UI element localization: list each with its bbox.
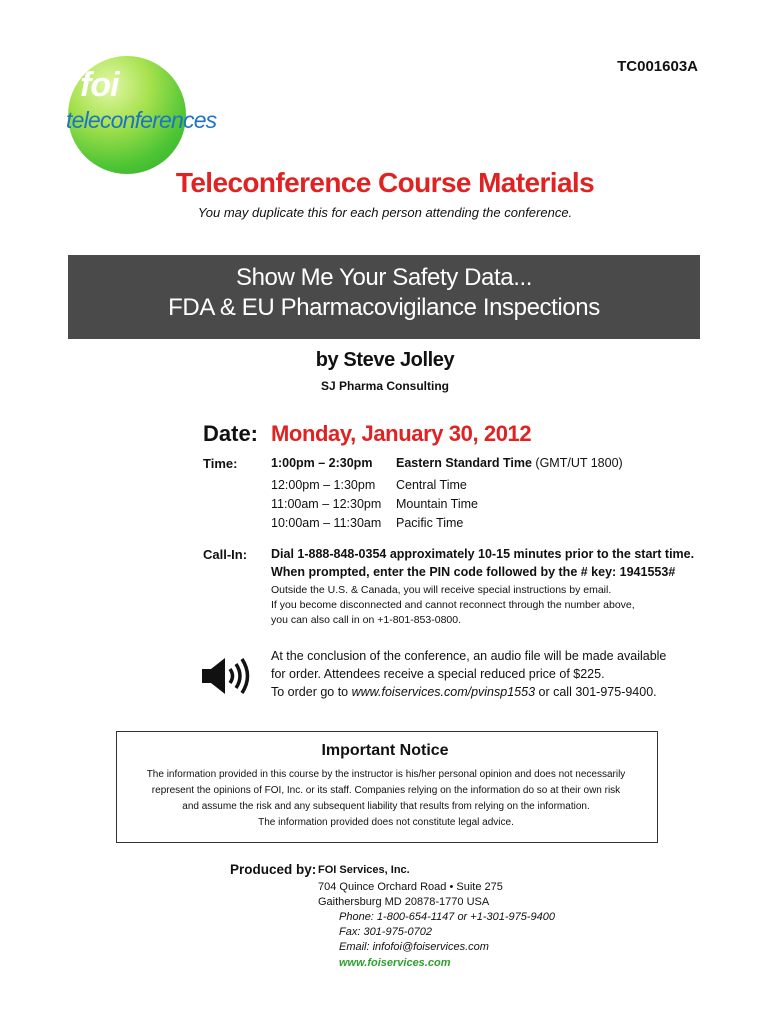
- page-title: Teleconference Course Materials: [175, 167, 595, 198]
- callin-note-1: Outside the U.S. & Canada, you will receive special instructions by email.: [271, 584, 612, 596]
- speaker-icon: [200, 654, 256, 698]
- notice-line-2: represent the opinions of FOI, Inc. or its staff. Companies relying on the information do so at their own risk: [151, 785, 621, 796]
- producer-email[interactable]: Email: infofoi@foiservices.com: [339, 941, 489, 953]
- time-zone-mountain: Mountain Time: [396, 497, 478, 511]
- producer-fax: Fax: 301-975-0702: [339, 926, 432, 938]
- logo-foi-text: foi: [80, 66, 119, 104]
- producer-address-2: Gaithersburg MD 20878-1770 USA: [318, 896, 490, 908]
- course-banner: [68, 255, 700, 339]
- producer-website-link[interactable]: www.foiservices.com: [339, 957, 451, 969]
- callin-note-2: If you become disconnected and cannot reconnect through the number above,: [271, 599, 635, 611]
- callin-dial-line: Dial 1-888-848-0354 approximately 10-15 minutes prior to the start time.: [271, 547, 695, 561]
- time-zone-pacific: Pacific Time: [396, 516, 464, 530]
- notice-line-3: and assume the risk and any subsequent liability that results from relying on the information.: [182, 801, 590, 812]
- document-code: TC001603A: [617, 58, 698, 75]
- producer-address-1: 704 Quince Orchard Road • Suite 275: [318, 881, 503, 893]
- speaker-name: by Steve Jolley: [315, 349, 455, 371]
- callin-pin-line: When prompted, enter the PIN code followed by the # key: 1941553#: [271, 565, 676, 579]
- callin-note-3: you can also call in on +1-801-853-0800.: [271, 614, 462, 626]
- logo-tagline: teleconferences: [66, 107, 217, 133]
- notice-title: Important Notice: [321, 742, 449, 759]
- speaker-company: SJ Pharma Consulting: [320, 379, 450, 393]
- time-zone-eastern: [396, 456, 623, 470]
- date-value: Monday, January 30, 2012: [271, 421, 532, 446]
- audio-line-1: At the conclusion of the conference, an audio file will be made available: [271, 649, 667, 663]
- time-range-eastern: 1:00pm – 2:30pm: [271, 456, 373, 470]
- time-range-pacific: 10:00am – 11:30am: [271, 516, 382, 530]
- time-zone-central: Central Time: [396, 478, 467, 492]
- banner-line-2: FDA & EU Pharmacovigilance Inspections: [168, 294, 600, 321]
- producer-phone: Phone: 1-800-654-1147 or +1-301-975-9400: [339, 911, 555, 923]
- zone-name: Eastern Standard Time: [396, 456, 532, 470]
- audio-order-suffix: or call 301-975-9400.: [535, 685, 657, 699]
- notice-body: [116, 767, 656, 831]
- callin-label: Call-In:: [203, 547, 248, 562]
- date-label: Date:: [203, 421, 259, 446]
- notice-line-4: The information provided does not constitute legal advice.: [258, 817, 514, 828]
- producer-name: FOI Services, Inc.: [318, 864, 410, 876]
- audio-order-link[interactable]: www.foiservices.com/pvinsp1553: [351, 685, 536, 699]
- produced-by-label: Produced by:: [230, 862, 317, 877]
- time-range-mountain: 11:00am – 12:30pm: [271, 497, 382, 511]
- time-range-central: 12:00pm – 1:30pm: [271, 478, 376, 492]
- notice-line-1: The information provided in this course by the instructor is his/her personal opinion and does not necessarily: [146, 769, 626, 780]
- audio-line-3: [271, 685, 657, 699]
- banner-line-1: Show Me Your Safety Data...: [235, 264, 533, 291]
- audio-order-prefix: To order go to: [271, 685, 352, 699]
- zone-note: (GMT/UT 1800): [531, 456, 623, 470]
- subtitle: You may duplicate this for each person attending the conference.: [197, 205, 573, 220]
- audio-line-2: for order. Attendees receive a special reduced price of $225.: [271, 667, 605, 681]
- time-label: Time:: [203, 456, 238, 471]
